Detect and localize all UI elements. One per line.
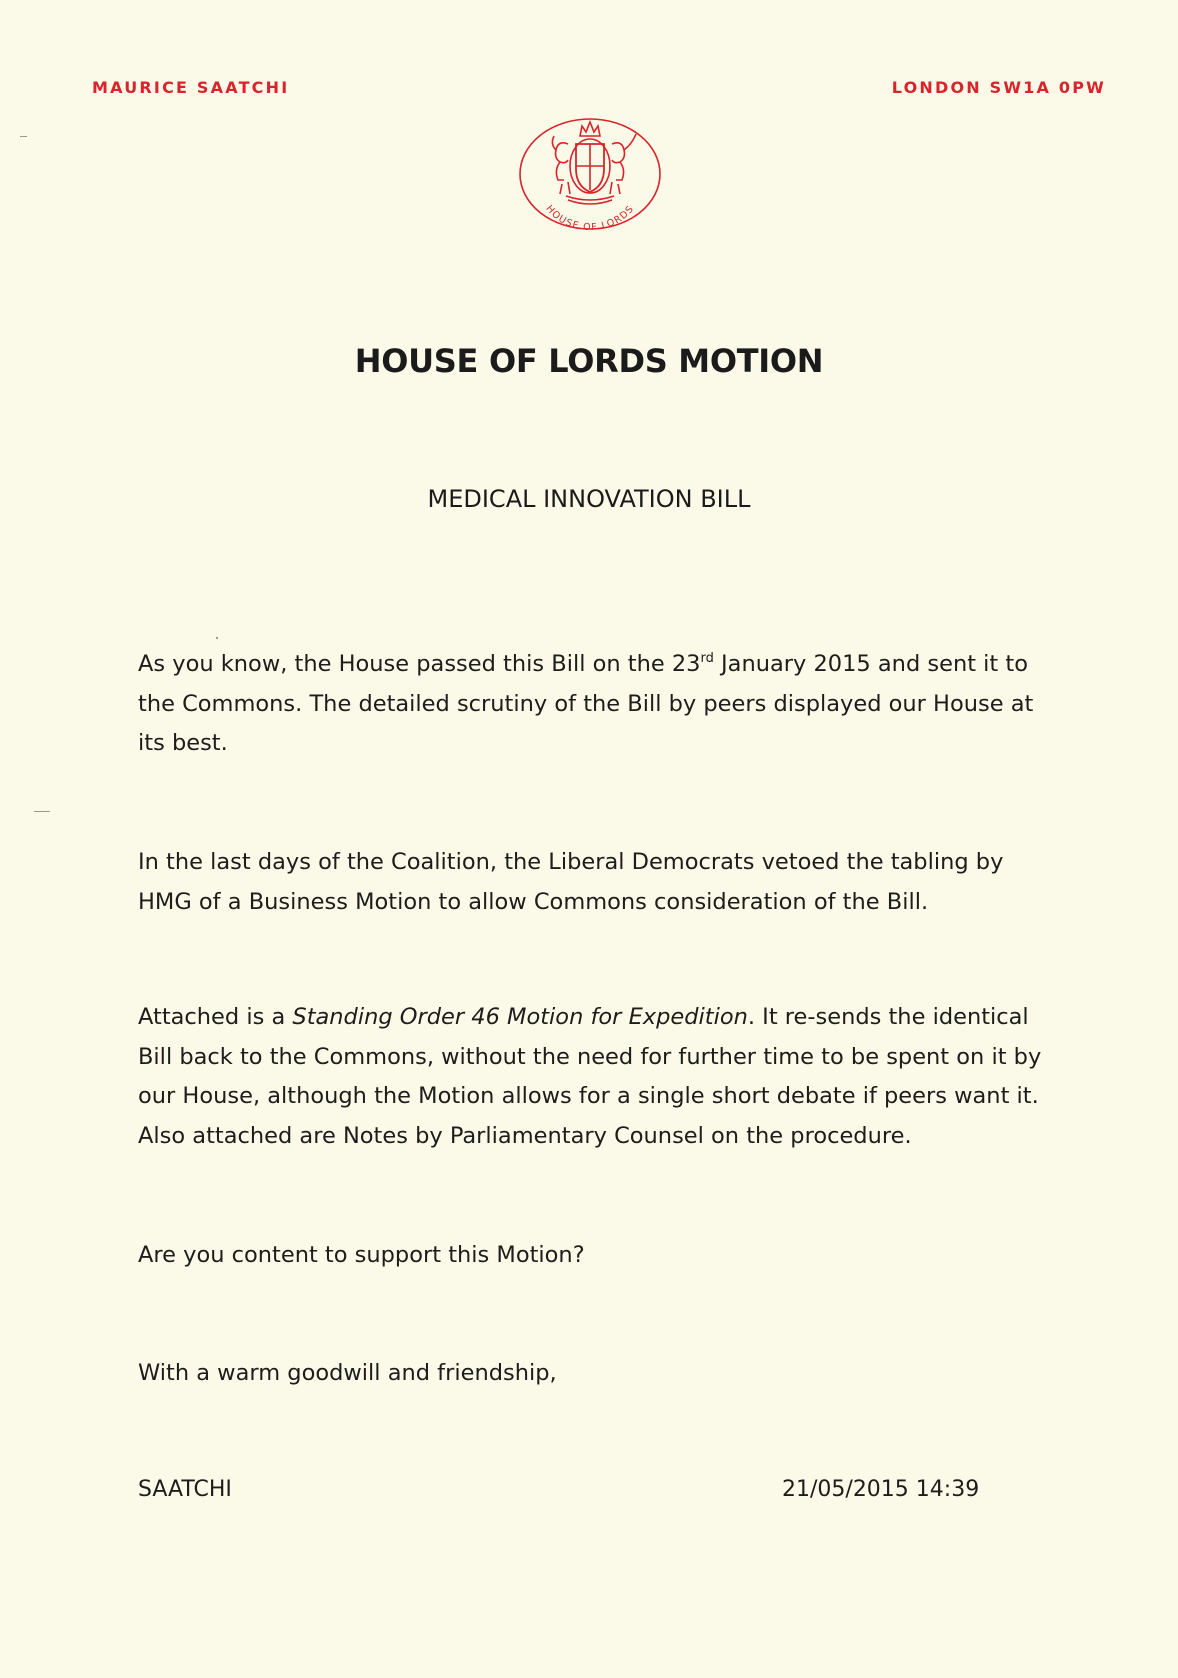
motion-name: Standing Order 46 Motion for Expedition [292,1004,748,1030]
paragraph-3-text-b: . It re-sends the identical Bill back to the Commons, without the need for further time to be spent on it by our House, although the Motion allows for a single short debate if peers want it. Also attached are Notes by Parliamentary Counsel on the procedure. [138,1004,1042,1149]
paragraph-1 [138,645,1058,764]
crest-text: HOUSE OF LORDS [543,203,637,234]
sender-address: LONDON SW1A 0PW [891,78,1106,97]
scan-speck [20,136,27,137]
subtitle: MEDICAL INNOVATION BILL [427,485,751,513]
timestamp: 21/05/2015 14:39 [782,1477,980,1502]
paragraph-3 [138,998,1058,1156]
svg-text:HOUSE OF LORDS [543,203,636,233]
page-title: HOUSE OF LORDS MOTION [354,342,824,380]
paragraph-1-text-a: As you know, the House passed this Bill on the 23 [138,651,701,677]
paragraph-1-text-b: January 2015 and sent it to the Commons. The detailed scrutiny of the Bill by peers displayed our House at its best. [138,651,1034,756]
sender-name: MAURICE SAATCHI [92,78,290,97]
ordinal-suffix: rd [700,651,714,666]
paragraph-2: In the last days of the Coalition, the Liberal Democrats vetoed the tabling by HMG of a Business Motion to allow Commons consideration of the Bill. [138,849,1004,915]
signature: SAATCHI [138,1477,232,1502]
closing-line: With a warm goodwill and friendship, [138,1360,557,1386]
house-of-lords-crest-icon [510,114,670,234]
scan-speck [216,637,218,639]
paragraph-4: Are you content to support this Motion? [138,1242,585,1268]
scan-speck [34,811,50,812]
paragraph-3-text-a: Attached is a [138,1004,293,1030]
